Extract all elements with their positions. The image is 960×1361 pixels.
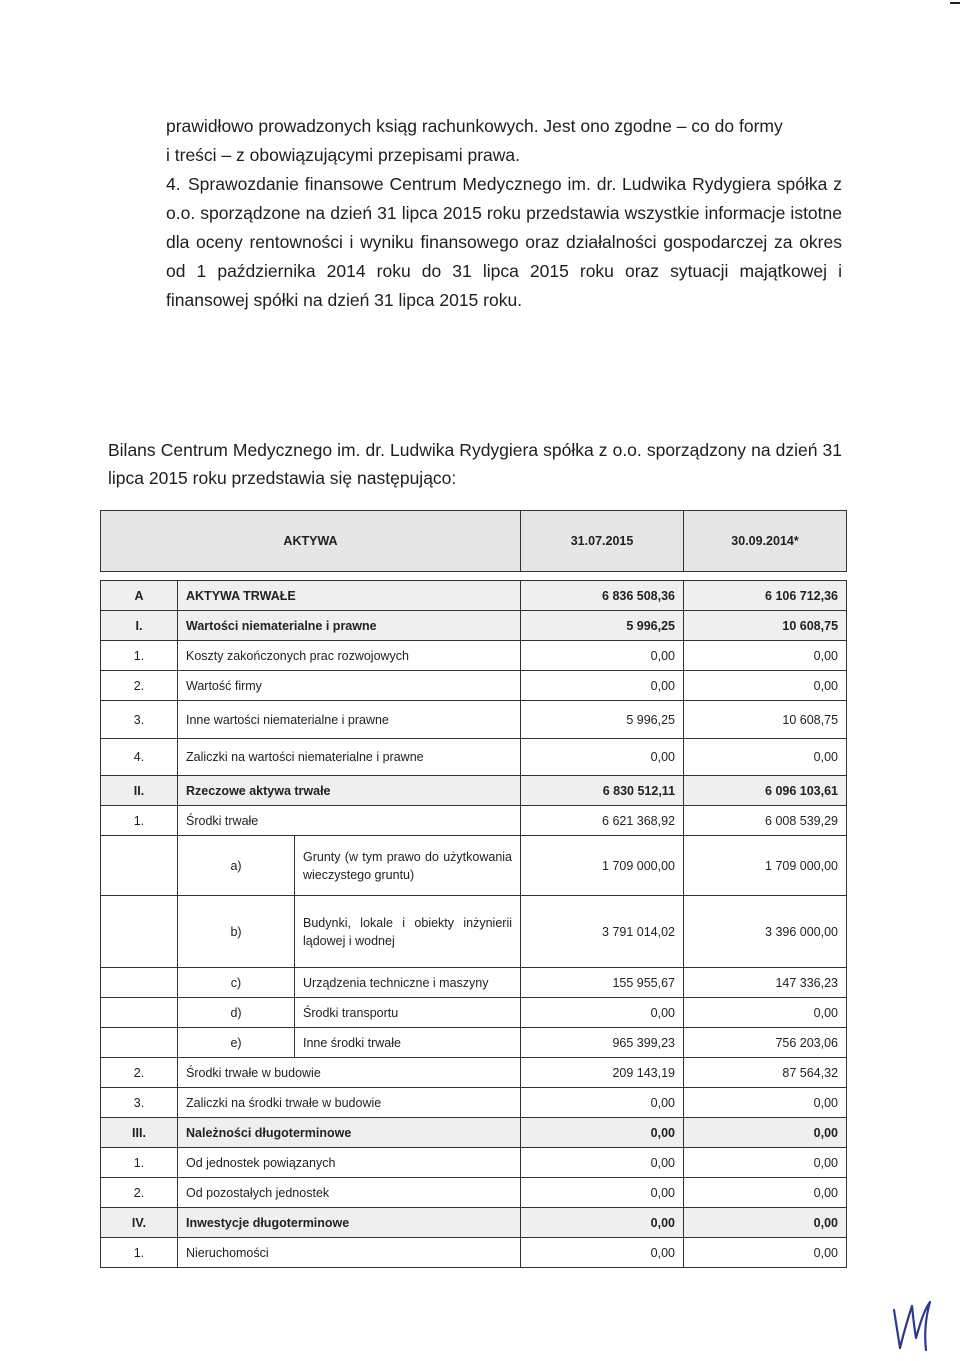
row-value-2014: 6 008 539,29 [684,806,847,836]
row-value-2015: 0,00 [521,1118,684,1148]
row-label: Rzeczowe aktywa trwałe [178,776,521,806]
table-row [101,611,847,641]
row-label: Środki transportu [295,998,521,1028]
row-label: Koszty zakończonych prac rozwojowych [178,641,521,671]
row-label: Inwestycje długoterminowe [178,1208,521,1238]
header-col-2015: 31.07.2015 [521,511,684,572]
row-value-2014: 756 203,06 [684,1028,847,1058]
row-number: 2. [101,671,178,701]
continuation-line-2: i treści – z obowiązującymi przepisami prawa. [166,145,521,165]
table-row [101,1028,847,1058]
table-row [101,1118,847,1148]
row-number: IV. [101,1208,178,1238]
row-number: A [101,581,178,611]
row-number [101,968,178,998]
table-row [101,836,847,896]
header-title: AKTYWA [101,511,521,572]
row-number: 1. [101,1238,178,1268]
row-value-2014: 0,00 [684,739,847,776]
row-value-2015: 155 955,67 [521,968,684,998]
row-value-2014: 0,00 [684,1088,847,1118]
item-4-text: Sprawozdanie finansowe Centrum Medycznego im. dr. Ludwika Rydygiera spółka z o.o. sporządzone na dzień 31 lipca 2015 roku przedstawia wszystkie informacje istotne dla oceny rentowności i wyniku finansowego oraz działalności gospodarczej za okres od 1 października 2014 roku do 31 lipca 2015 roku oraz sytuacji majątkowej i finansowej spółki na dzień 31 lipca 2015 roku. [166,174,842,310]
table-row [101,1088,847,1118]
row-value-2014: 87 564,32 [684,1058,847,1088]
row-value-2015: 5 996,25 [521,701,684,739]
row-number: 2. [101,1058,178,1088]
bilans-intro [108,436,842,492]
row-label: Zaliczki na środki trwałe w budowie [178,1088,521,1118]
row-value-2015: 0,00 [521,1208,684,1238]
table-row [101,1148,847,1178]
row-value-2014: 0,00 [684,1118,847,1148]
continuation-line-1: prawidłowo prowadzonych ksiąg rachunkowych. Jest ono zgodne – co do formy [166,116,783,136]
table-row [101,1058,847,1088]
table-separator [101,572,847,581]
row-value-2015: 3 791 014,02 [521,896,684,968]
table-row [101,998,847,1028]
table-row [101,581,847,611]
table-row [101,896,847,968]
row-value-2015: 0,00 [521,1148,684,1178]
intro-text [166,112,842,315]
bilans-intro-text: Bilans Centrum Medycznego im. dr. Ludwika Rydygiera spółka z o.o. sporządzony na dzień 31 lipca 2015 roku przedstawia się następująco: [108,440,842,488]
row-value-2014: 0,00 [684,1178,847,1208]
row-label: Od pozostałych jednostek [178,1178,521,1208]
row-label: Grunty (w tym prawo do użytkowania wieczystego gruntu) [295,836,521,896]
table-row [101,806,847,836]
row-number [101,998,178,1028]
row-subitem: c) [178,968,295,998]
row-value-2015: 6 836 508,36 [521,581,684,611]
row-value-2014: 0,00 [684,671,847,701]
row-number: 4. [101,739,178,776]
row-value-2015: 0,00 [521,998,684,1028]
row-value-2014: 0,00 [684,1148,847,1178]
row-value-2014: 3 396 000,00 [684,896,847,968]
row-label: Należności długoterminowe [178,1118,521,1148]
row-value-2015: 6 621 368,92 [521,806,684,836]
row-value-2015: 0,00 [521,1238,684,1268]
table-row [101,1178,847,1208]
row-value-2015: 0,00 [521,641,684,671]
row-value-2014: 10 608,75 [684,701,847,739]
row-value-2014: 0,00 [684,1238,847,1268]
row-value-2014: 10 608,75 [684,611,847,641]
row-label: Inne wartości niematerialne i prawne [178,701,521,739]
corner-mark [950,2,960,4]
row-value-2015: 0,00 [521,1088,684,1118]
row-label: Wartość firmy [178,671,521,701]
item-4 [166,170,842,315]
row-label: Budynki, lokale i obiekty inżynierii lądowej i wodnej [295,896,521,968]
table-row [101,641,847,671]
row-label: Środki trwałe [178,806,521,836]
table-row [101,1238,847,1268]
row-label: Wartości niematerialne i prawne [178,611,521,641]
row-number: 1. [101,1148,178,1178]
row-value-2014: 6 096 103,61 [684,776,847,806]
row-value-2015: 6 830 512,11 [521,776,684,806]
row-value-2014: 0,00 [684,1208,847,1238]
row-number: 3. [101,701,178,739]
row-subitem: e) [178,1028,295,1058]
row-number: 1. [101,806,178,836]
table-row [101,968,847,998]
row-value-2014: 1 709 000,00 [684,836,847,896]
row-label: Nieruchomości [178,1238,521,1268]
row-number [101,896,178,968]
row-value-2015: 0,00 [521,739,684,776]
row-subitem: d) [178,998,295,1028]
table-row [101,671,847,701]
balance-sheet-table [100,510,847,1268]
row-value-2015: 0,00 [521,1178,684,1208]
row-number: III. [101,1118,178,1148]
row-value-2015: 209 143,19 [521,1058,684,1088]
table-row [101,776,847,806]
row-label: Od jednostek powiązanych [178,1148,521,1178]
table-row [101,739,847,776]
row-number: 3. [101,1088,178,1118]
row-number [101,836,178,896]
header-col-2014: 30.09.2014* [684,511,847,572]
handwritten-initials [886,1296,940,1356]
row-number: I. [101,611,178,641]
item-4-number: 4. [166,174,181,194]
row-number: 2. [101,1178,178,1208]
row-value-2015: 0,00 [521,671,684,701]
row-label: Zaliczki na wartości niematerialne i prawne [178,739,521,776]
row-number: II. [101,776,178,806]
row-value-2014: 6 106 712,36 [684,581,847,611]
row-subitem: b) [178,896,295,968]
table-row [101,1208,847,1238]
row-number [101,1028,178,1058]
row-value-2014: 0,00 [684,998,847,1028]
row-value-2015: 5 996,25 [521,611,684,641]
row-value-2014: 147 336,23 [684,968,847,998]
row-label: AKTYWA TRWAŁE [178,581,521,611]
row-number: 1. [101,641,178,671]
row-subitem: a) [178,836,295,896]
row-value-2014: 0,00 [684,641,847,671]
row-label: Urządzenia techniczne i maszyny [295,968,521,998]
row-value-2015: 965 399,23 [521,1028,684,1058]
row-value-2015: 1 709 000,00 [521,836,684,896]
table-header-row [101,511,847,572]
row-label: Środki trwałe w budowie [178,1058,521,1088]
row-label: Inne środki trwałe [295,1028,521,1058]
table-row [101,701,847,739]
